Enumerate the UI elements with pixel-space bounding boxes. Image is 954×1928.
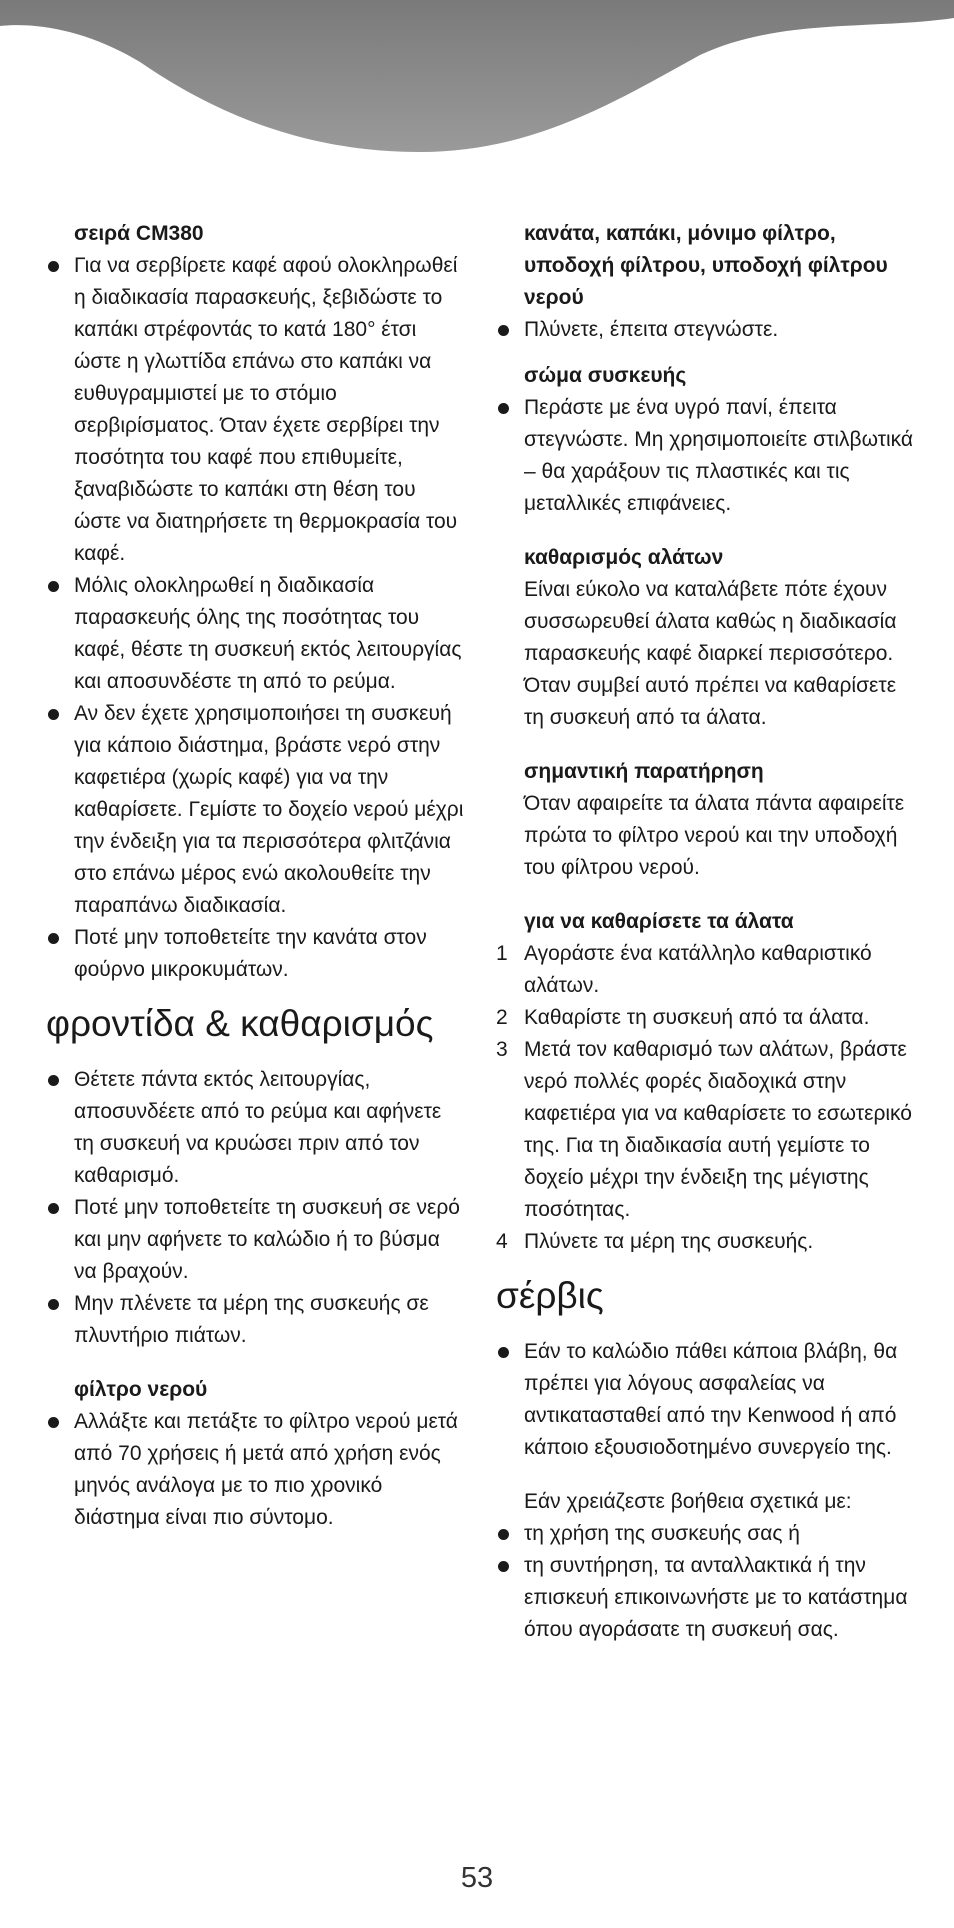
descale-heading: καθαρισμός αλάτων xyxy=(524,546,724,569)
list-item: 4 Πλύνετε τα μέρη της συσκευής. xyxy=(496,1226,916,1258)
filter-bullet-list xyxy=(46,1406,466,1534)
list-item: 2 Καθαρίστε τη συσκευή από τα άλατα. xyxy=(496,1002,916,1034)
bullet-icon xyxy=(498,403,509,414)
body-heading: σώμα συσκευής xyxy=(524,364,687,387)
bullet-icon xyxy=(48,709,59,720)
series-bullet-list xyxy=(46,250,466,986)
bullet-icon xyxy=(48,261,59,272)
bullet-icon xyxy=(498,1347,509,1358)
step-number: 1 xyxy=(496,942,508,965)
header-wave-decoration xyxy=(0,0,954,160)
bullet-icon xyxy=(48,1203,59,1214)
list-item: Αλλάξτε και πετάξτε το φίλτρο νερού μετά από 70 χρήσεις ή μετά από χρήση ενός μηνός ανάλογα με το πιο χρονικό διάστημα είναι πιο σύντομο. xyxy=(46,1406,466,1534)
list-item: Μην πλένετε τα μέρη της συσκευής σε πλυντήριο πιάτων. xyxy=(46,1288,466,1352)
list-item: 1 Αγοράστε ένα κατάλληλο καθαριστικό αλάτων. xyxy=(496,938,916,1002)
bullet-icon xyxy=(498,325,509,336)
right-column xyxy=(496,218,916,1646)
list-item: τη χρήση της συσκευής σας ή xyxy=(496,1518,916,1550)
bullet-icon xyxy=(498,1561,509,1572)
list-item: Ποτέ μην τοποθετείτε τη συσκευή σε νερό και μην αφήνετε το καλώδιο ή το βύσμα να βραχούν. xyxy=(46,1192,466,1288)
series-heading: σειρά CM380 xyxy=(74,222,204,245)
jug-bullet-list xyxy=(496,314,916,346)
page-number: 53 xyxy=(460,1862,494,1894)
service-section-title: σέρβις xyxy=(496,1275,604,1316)
service-bullet-list xyxy=(496,1336,916,1464)
step-number: 3 xyxy=(496,1038,508,1061)
bullet-icon xyxy=(48,933,59,944)
help-bullet-list xyxy=(496,1518,916,1646)
list-item: Μόλις ολοκληρωθεί η διαδικασία παρασκευής όλης της ποσότητας του καφέ, θέστε τη συσκευή εκτός λειτουργίας και αποσυνδέστε τη από το ρεύμα. xyxy=(46,570,466,698)
step-number: 4 xyxy=(496,1230,508,1253)
list-item: τη συντήρηση, τα ανταλλακτικά ή την επισκευή επικοινωνήστε με το κατάστημα όπου αγοράσατε τη συσκευή σας. xyxy=(496,1550,916,1646)
list-item: Θέτετε πάντα εκτός λειτουργίας, αποσυνδέετε από το ρεύμα και αφήνετε τη συσκευή να κρυώσει πριν από τον καθαρισμό. xyxy=(46,1064,466,1192)
steps-heading: για να καθαρίσετε τα άλατα xyxy=(524,910,794,933)
descale-paragraph: Είναι εύκολο να καταλάβετε πότε έχουν συσσωρευθεί άλατα καθώς η διαδικασία παρασκευής καφέ διαρκεί περισσότερο. Όταν συμβεί αυτό πρέπει να καθαρίσετε τη συσκευή από τα άλατα. xyxy=(524,578,897,729)
bullet-icon xyxy=(498,1529,509,1540)
descale-steps-list xyxy=(496,938,916,1258)
help-paragraph: Εάν χρειάζεστε βοήθεια σχετικά με: xyxy=(524,1490,852,1513)
bullet-icon xyxy=(48,581,59,592)
list-item: Αν δεν έχετε χρησιμοποιήσει τη συσκευή για κάποιο διάστημα, βράστε νερό στην καφετιέρα (χωρίς καφέ) για να την καθαρίσετε. Γεμίστε το δοχείο νερού μέχρι την ένδειξη για τα περισσότερα φλιτζάνια στο επάνω μέρος ενώ ακολουθείτε την παραπάνω διαδικασία. xyxy=(46,698,466,922)
care-section-title: φροντίδα & καθαρισμός xyxy=(46,1003,434,1044)
care-bullet-list xyxy=(46,1064,466,1352)
step-number: 2 xyxy=(496,1006,508,1029)
left-column xyxy=(46,218,466,1534)
jug-heading: κανάτα, καπάκι, μόνιμο φίλτρο, υποδοχή φίλτρου, υποδοχή φίλτρου νερού xyxy=(524,222,888,309)
list-item: Για να σερβίρετε καφέ αφού ολοκληρωθεί η διαδικασία παρασκευής, ξεβιδώστε το καπάκι στρέφοντάς το κατά 180° έτσι ώστε η γλωττίδα επάνω στο καπάκι να ευθυγραμμιστεί με το στόμιο σερβιρίσματος. Όταν έχετε σερβίρει την ποσότητα του καφέ που επιθυμείτε, ξαναβιδώστε το καπάκι στη θέση του ώστε να διατηρήσετε τη θερμοκρασία του καφέ. xyxy=(46,250,466,570)
list-item: Εάν το καλώδιο πάθει κάποια βλάβη, θα πρέπει για λόγους ασφαλείας να αντικατασταθεί από την Kenwood ή από κάποιο εξουσιοδοτημένο συνεργείο της. xyxy=(496,1336,916,1464)
list-item: 3 Μετά τον καθαρισμό των αλάτων, βράστε νερό πολλές φορές διαδοχικά στην καφετιέρα για να καθαρίσετε το εσωτερικό της. Για τη διαδικασία αυτή γεμίστε το δοχείο μέχρι την ένδειξη της μέγιστης ποσότητας. xyxy=(496,1034,916,1226)
list-item: Πλύνετε, έπειτα στεγνώστε. xyxy=(496,314,916,346)
bullet-icon xyxy=(48,1075,59,1086)
list-item: Περάστε με ένα υγρό πανί, έπειτα στεγνώστε. Μη χρησιμοποιείτε στιλβωτικά – θα χαράξουν τις πλαστικές και τις μεταλλικές επιφάνειες. xyxy=(496,392,916,520)
note-heading: σημαντική παρατήρηση xyxy=(524,760,764,783)
list-item: Ποτέ μην τοποθετείτε την κανάτα στον φούρνο μικροκυμάτων. xyxy=(46,922,466,986)
note-paragraph: Όταν αφαιρείτε τα άλατα πάντα αφαιρείτε πρώτα το φίλτρο νερού και την υποδοχή του φίλτρου νερού. xyxy=(524,792,905,879)
bullet-icon xyxy=(48,1417,59,1428)
body-bullet-list xyxy=(496,392,916,520)
filter-heading: φίλτρο νερού xyxy=(74,1378,208,1401)
bullet-icon xyxy=(48,1299,59,1310)
